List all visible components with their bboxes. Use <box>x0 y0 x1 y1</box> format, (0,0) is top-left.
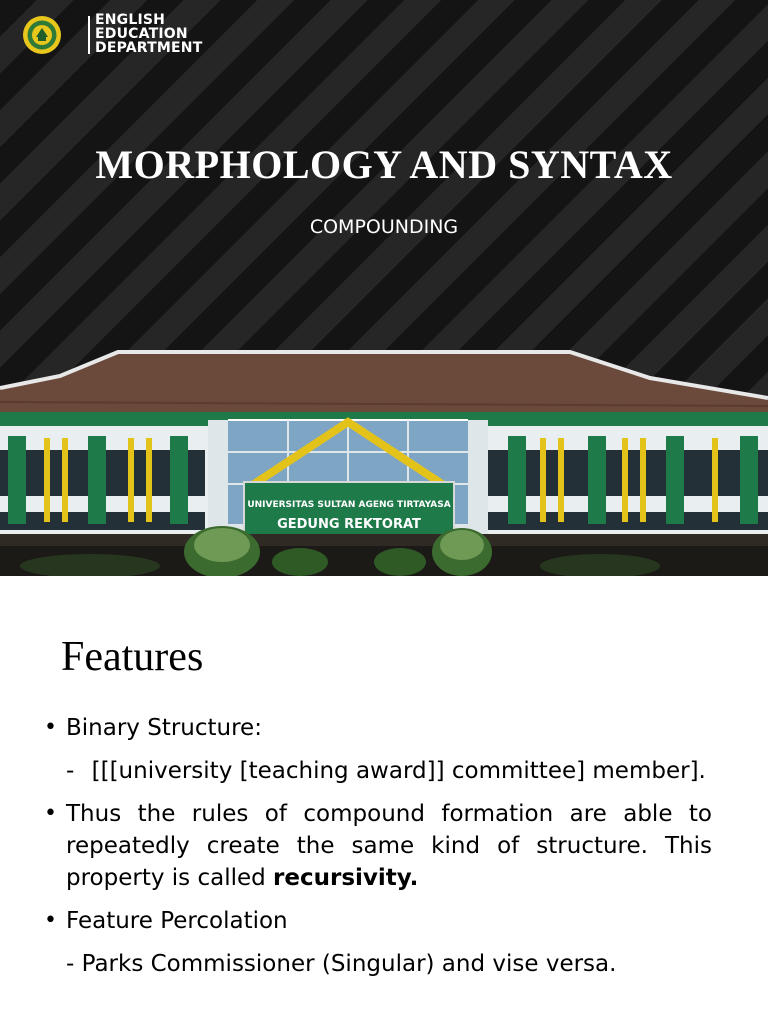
feature-percolation-example: - Parks Commissioner (Singular) and vise versa. <box>66 951 617 977</box>
binary-structure-example <box>66 755 712 787</box>
example-dash: - <box>66 758 75 784</box>
building-photo <box>0 340 768 576</box>
logo-divider <box>88 16 90 54</box>
bullet-recursivity <box>44 798 712 894</box>
logo-line-department: DEPARTMENT <box>95 40 203 56</box>
bullet-dot: • <box>44 908 57 933</box>
example-text: [[[university [teaching award]] committee] member]. <box>91 758 706 784</box>
features-slide <box>0 582 768 1024</box>
department-logo <box>20 13 210 59</box>
bullet-dot: • <box>44 801 57 826</box>
bullet-binary-structure <box>44 712 712 744</box>
recursivity-text <box>66 798 712 894</box>
recursivity-description: Thus the rules of compound formation are able to repeatedly create the same kind of structure. This property is called <box>66 801 712 891</box>
recursivity-term: recursivity. <box>273 865 419 891</box>
bullet-label: Binary Structure: <box>66 715 262 741</box>
bullet-dot: • <box>44 715 57 740</box>
features-heading: Features <box>61 634 204 680</box>
logo-text <box>95 13 202 55</box>
logo-line-english: ENGLISH <box>95 12 166 28</box>
bullet-feature-percolation <box>44 905 712 937</box>
university-seal-icon <box>22 15 62 55</box>
slide-subtitle: COMPOUNDING <box>309 216 459 238</box>
sign-line-university: UNIVERSITAS SULTAN AGENG TIRTAYASA <box>247 500 451 510</box>
features-list <box>44 712 712 991</box>
sign-line-building: GEDUNG REKTORAT <box>277 517 421 532</box>
slide-title: MORPHOLOGY AND SYNTAX <box>95 142 673 187</box>
bullet-label: Feature Percolation <box>66 908 288 934</box>
logo-line-education: EDUCATION <box>95 26 188 42</box>
